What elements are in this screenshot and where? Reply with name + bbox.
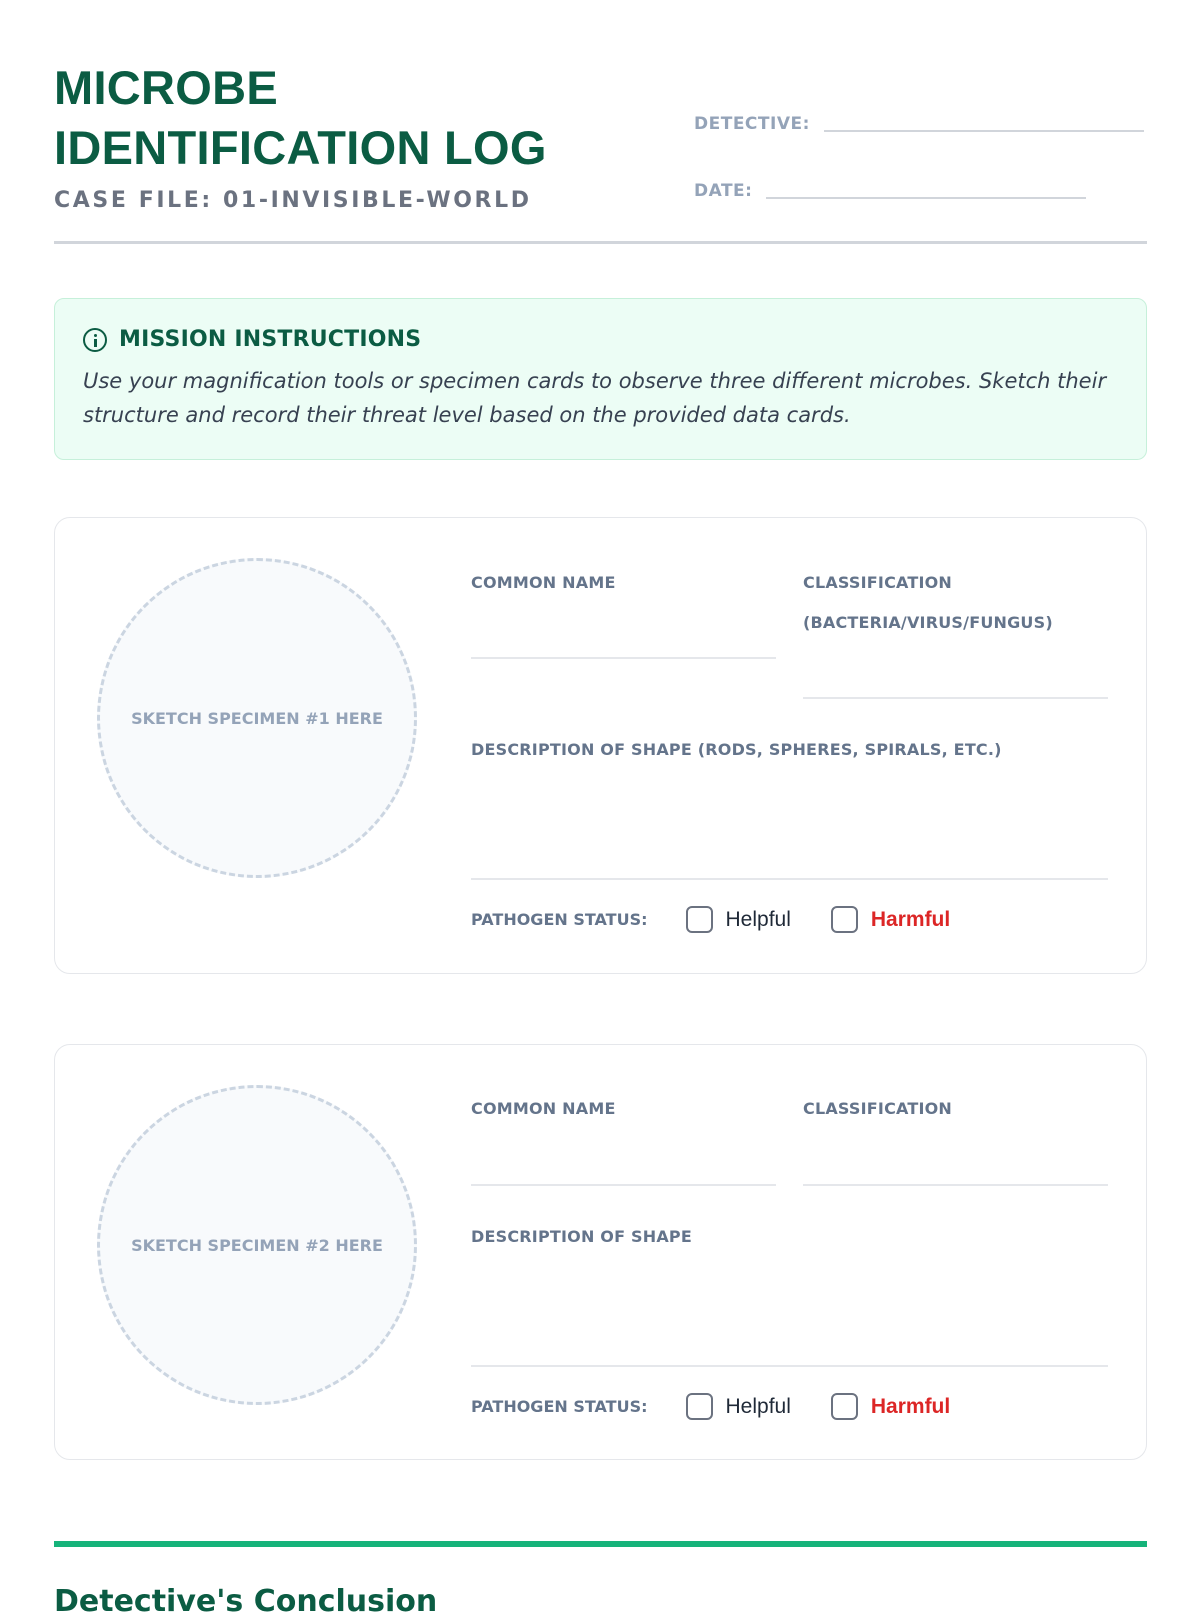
conclusion-heading: Detective's Conclusion [54, 1584, 438, 1619]
pathogen-status-row-2 [471, 1393, 990, 1420]
page-title-line2: IDENTIFICATION LOG [54, 121, 547, 174]
mission-instructions-box [54, 298, 1147, 460]
sketch-area-2[interactable] [97, 1085, 417, 1405]
classification-input-2[interactable] [803, 1184, 1108, 1186]
classification-hint-1: (BACTERIA/VIRUS/FUNGUS) [803, 613, 1053, 632]
common-name-input-1[interactable] [471, 657, 776, 659]
classification-input-1[interactable] [803, 697, 1108, 699]
detective-input-line[interactable] [824, 130, 1144, 132]
description-input-2[interactable] [471, 1365, 1108, 1367]
description-label-2: DESCRIPTION OF SHAPE [471, 1227, 692, 1246]
harmful-checkbox-1[interactable] [831, 906, 858, 933]
pathogen-status-row-1 [471, 906, 990, 933]
case-file-label: CASE FILE: 01-INVISIBLE-WORLD [54, 188, 532, 213]
page-title-line1: MICROBE [54, 61, 279, 114]
helpful-checkbox-2[interactable] [686, 1393, 713, 1420]
sketch-label-2: SKETCH SPECIMEN #2 HERE [131, 1235, 383, 1255]
harmful-checkbox-2[interactable] [831, 1393, 858, 1420]
classification-label-2: CLASSIFICATION [803, 1099, 953, 1118]
specimen-card-1 [54, 517, 1147, 974]
detective-field [694, 114, 1144, 134]
instructions-text: Use your magnification tools or specimen cards to observe three different microbes. Sketch their structure and record their threat level based on the provided data cards. [83, 369, 1107, 427]
log-header [54, 58, 1147, 244]
detective-label: DETECTIVE: [694, 114, 810, 134]
pathogen-status-label-2: PATHOGEN STATUS: [471, 1397, 648, 1416]
common-name-label-2: COMMON NAME [471, 1099, 616, 1118]
helpful-checkbox-1[interactable] [686, 906, 713, 933]
helpful-option-label-2: Helpful [725, 1394, 791, 1418]
description-label-1: DESCRIPTION OF SHAPE (RODS, SPHERES, SPIRALS, ETC.) [471, 740, 1002, 759]
sketch-area-1[interactable] [97, 558, 417, 878]
section-divider-bar [54, 1541, 1147, 1547]
date-input-line[interactable] [766, 197, 1086, 199]
helpful-option-label-1: Helpful [725, 907, 791, 931]
specimen-card-2 [54, 1044, 1147, 1460]
instructions-header [83, 327, 1118, 352]
date-label: DATE: [694, 181, 753, 201]
sketch-label-1: SKETCH SPECIMEN #1 HERE [131, 708, 383, 728]
pathogen-status-label-1: PATHOGEN STATUS: [471, 910, 648, 929]
common-name-input-2[interactable] [471, 1184, 776, 1186]
instructions-title: MISSION INSTRUCTIONS [119, 327, 422, 352]
info-icon [83, 328, 107, 352]
common-name-label-1: COMMON NAME [471, 573, 616, 592]
date-field [694, 181, 1086, 201]
harmful-option-label-1: Harmful [870, 907, 951, 931]
harmful-option-label-2: Harmful [870, 1394, 951, 1418]
description-input-1[interactable] [471, 878, 1108, 880]
classification-label-1: CLASSIFICATION [803, 573, 953, 592]
